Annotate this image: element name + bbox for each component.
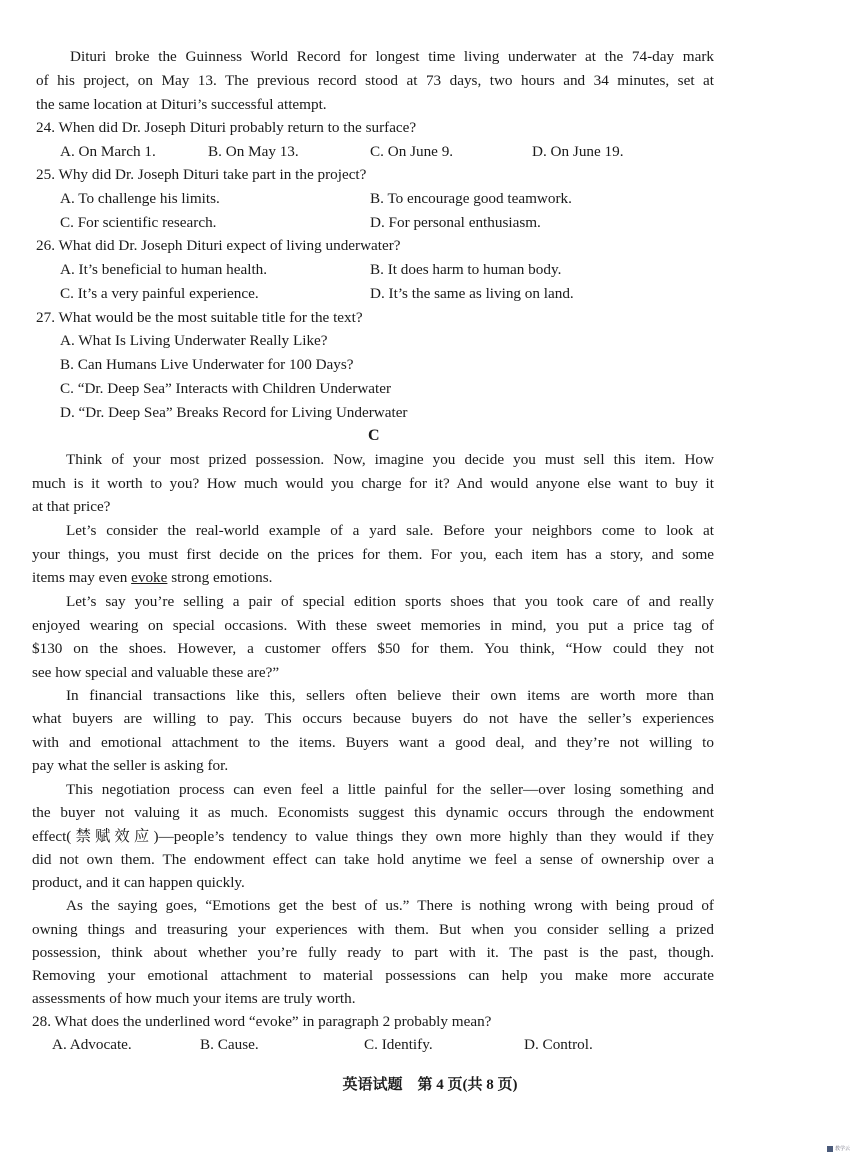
question-28-option-c[interactable]: C. Identify. [364, 1036, 433, 1053]
passage-c-p3-line-1: Let’s say you’re selling a pair of special edition sports shoes that you took care of and really [66, 593, 714, 610]
question-27-option-c[interactable]: C. “Dr. Deep Sea” Interacts with Children Underwater [60, 380, 392, 397]
passage-c-p5-line-1: This negotiation process can even feel a little painful for the seller—over losing something and [66, 781, 714, 798]
passage-c-p2-line-2: your things, you must first decide on the prices for them. For you, each item has a story, and some [32, 546, 714, 563]
question-28-option-d[interactable]: D. Control. [524, 1036, 593, 1053]
question-25-option-a[interactable]: A. To challenge his limits. [60, 190, 220, 207]
passage-c-p3-line-4: see how special and valuable these are?” [32, 664, 280, 681]
passage-c-p3-line-2: enjoyed wearing on special occasions. With these sweet memories in mind, you put a price tag of [32, 617, 714, 634]
scanner-watermark [827, 1145, 850, 1152]
question-25-option-c[interactable]: C. For scientific research. [60, 214, 217, 231]
p2-text-after: strong emotions. [167, 569, 273, 586]
passage-c-p5-line-3: effect(禁赋效应)—people’s tendency to value things they own more highly than they would if they [32, 828, 714, 845]
page-footer: 英语试题 第 4 页(共 8 页) [342, 1077, 518, 1093]
passage-c-p4-line-4: pay what the seller is asking for. [32, 757, 229, 774]
question-26-option-d[interactable]: D. It’s the same as living on land. [370, 285, 574, 302]
passage-c-p1-line-2: much is it worth to you? How much would you charge for it? And would anyone else want to buy it [32, 475, 714, 492]
question-27-option-a[interactable]: A. What Is Living Underwater Really Like? [60, 332, 328, 349]
question-27-option-d[interactable]: D. “Dr. Deep Sea” Breaks Record for Living Underwater [60, 404, 408, 421]
passage-c-p6-line-4: Removing your emotional attachment to material possessions can help you make more accurate [32, 967, 714, 984]
passage-c-p6-line-2: owning things and treasuring your experiences with them. But when you consider selling a prized [32, 921, 714, 938]
passage-c-p4-line-2: what buyers are willing to pay. This occurs because buyers do not have the seller’s experiences [32, 710, 714, 727]
passage-c-p2-line-3 [32, 569, 272, 587]
passage-c-p1-line-3: at that price? [32, 498, 111, 515]
question-24-stem: 24. When did Dr. Joseph Dituri probably return to the surface? [36, 119, 417, 136]
passage-c-p4-line-1: In financial transactions like this, sellers often believe their own items are worth more than [66, 687, 714, 704]
question-27-stem: 27. What would be the most suitable title for the text? [36, 309, 363, 326]
p2-text-before: items may even [32, 569, 132, 586]
passage-c-p6-line-5: assessments of how much your items are truly worth. [32, 990, 356, 1007]
passage-c-p5-line-2: the buyer not valuing it as much. Economists suggest this dynamic occurs through the endowment [32, 804, 714, 821]
question-24-option-c[interactable]: C. On June 9. [370, 143, 454, 160]
question-25-option-d[interactable]: D. For personal enthusiasm. [370, 214, 541, 231]
question-26-stem: 26. What did Dr. Joseph Dituri expect of living underwater? [36, 237, 401, 254]
question-24-option-d[interactable]: D. On June 19. [532, 143, 624, 160]
question-28-option-a[interactable]: A. Advocate. [52, 1036, 132, 1053]
question-24-option-a[interactable]: A. On March 1. [60, 143, 156, 160]
passage-c-p4-line-3: with and emotional attachment to the items. Buyers want a good deal, and they’re not willing to [32, 734, 714, 751]
question-26-option-a[interactable]: A. It’s beneficial to human health. [60, 261, 268, 278]
question-25-option-b[interactable]: B. To encourage good teamwork. [370, 190, 572, 207]
watermark-logo-icon [827, 1146, 833, 1152]
section-label: C [368, 427, 380, 444]
watermark-text: 教学云 [834, 1146, 850, 1152]
passage-c-p5-line-5: product, and it can happen quickly. [32, 874, 245, 891]
question-26-option-c[interactable]: C. It’s a very painful experience. [60, 285, 259, 302]
passage-c-p2-line-1: Let’s consider the real-world example of a yard sale. Before your neighbors come to look at [66, 522, 714, 539]
passage-c-p6-line-3: possession, think about whether you’re fully ready to part with it. The past is the past, though. [32, 944, 714, 961]
question-28-option-b[interactable]: B. Cause. [200, 1036, 259, 1053]
passage-c-p1-line-1: Think of your most prized possession. Now, imagine you decide you must sell this item. How [66, 451, 714, 468]
question-24-option-b[interactable]: B. On May 13. [208, 143, 299, 160]
passage-b-line-3: the same location at Dituri’s successful attempt. [36, 96, 327, 113]
question-28-stem: 28. What does the underlined word “evoke” in paragraph 2 probably mean? [32, 1013, 492, 1030]
passage-c-p6-line-1: As the saying goes, “Emotions get the best of us.” There is nothing wrong with being proud of [66, 897, 714, 914]
passage-c-p5-line-4: did not own them. The endowment effect can take hold anytime we feel a sense of ownership over a [32, 851, 714, 868]
passage-c-p3-line-3: $130 on the shoes. However, a customer offers $50 for them. You think, “How could they not [32, 640, 714, 657]
passage-b-line-1: Dituri broke the Guinness World Record for longest time living underwater at the 74-day mark [70, 48, 714, 65]
passage-b-line-2: of his project, on May 13. The previous record stood at 73 days, two hours and 34 minutes, set at [36, 72, 714, 89]
question-26-option-b[interactable]: B. It does harm to human body. [370, 261, 562, 278]
underlined-word-evoke: evoke [131, 569, 168, 586]
question-27-option-b[interactable]: B. Can Humans Live Underwater for 100 Days? [60, 356, 354, 373]
question-25-stem: 25. Why did Dr. Joseph Dituri take part in the project? [36, 166, 367, 183]
